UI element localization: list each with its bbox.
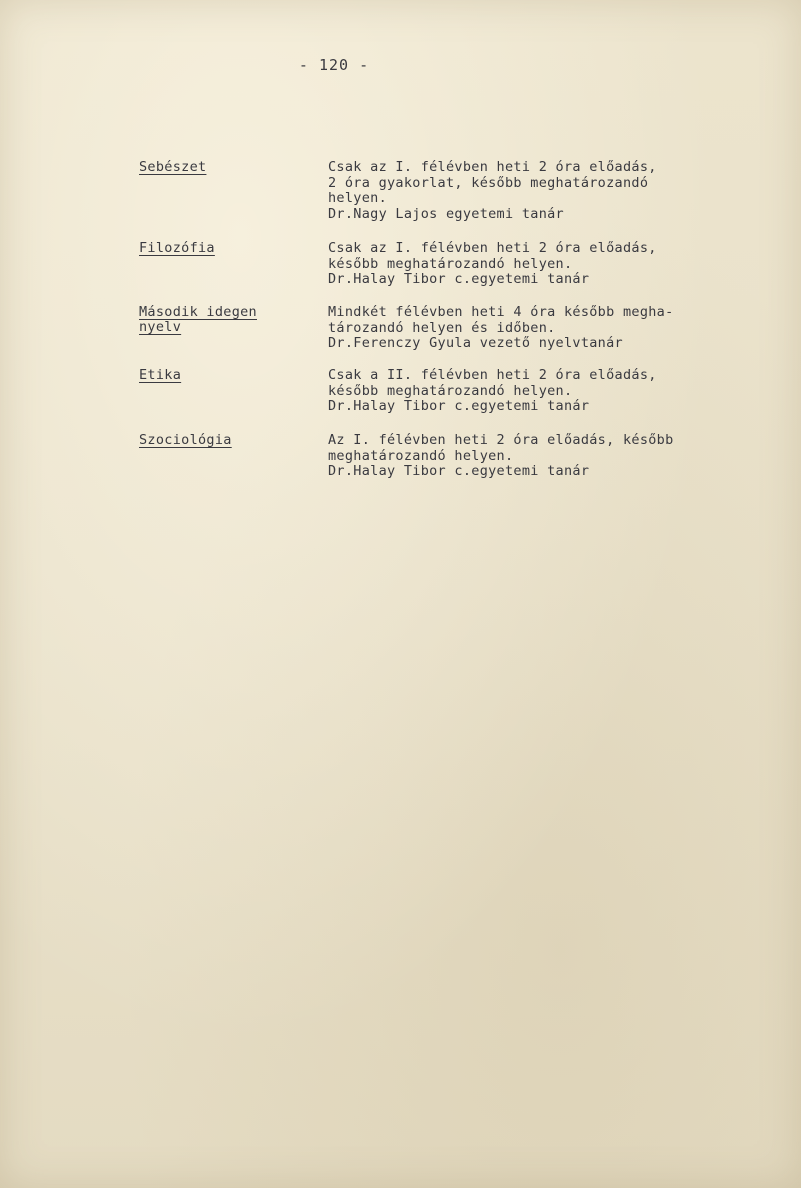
course-detail-line: Az I. félévben heti 2 óra előadás, később <box>328 432 674 448</box>
course-detail-line: Dr.Nagy Lajos egyetemi tanár <box>328 205 564 222</box>
course-detail-line: helyen. <box>328 190 387 206</box>
course-subject-line: Második idegen <box>139 304 257 320</box>
course-detail-line: később meghatározandó helyen. <box>328 255 573 272</box>
course-detail-line: Dr.Halay Tibor c.egyetemi tanár <box>328 398 590 414</box>
course-details <box>328 433 748 480</box>
course-subject: Sebészet <box>139 159 207 175</box>
course-detail-line: később meghatározandó helyen. <box>328 382 573 399</box>
course-subject <box>139 305 289 335</box>
course-detail-line: 2 óra gyakorlat, később meghatározandó <box>328 174 649 191</box>
course-detail-line: Dr.Ferenczy Gyula vezető nyelvtanár <box>328 335 623 351</box>
course-detail-line: Csak a II. félévben heti 2 óra előadás, <box>328 367 657 383</box>
course-detail-line: Csak az I. félévben heti 2 óra előadás, <box>328 240 657 256</box>
course-detail-line: meghatározandó helyen. <box>328 447 514 464</box>
course-detail-line: tározandó helyen és időben. <box>328 319 556 336</box>
course-details <box>328 241 748 288</box>
course-detail-line: Dr.Halay Tibor c.egyetemi tanár <box>328 463 590 479</box>
course-subject: Szociológia <box>139 432 232 448</box>
course-detail-line: Csak az I. félévben heti 2 óra előadás, <box>328 159 657 175</box>
course-detail-line: Dr.Halay Tibor c.egyetemi tanár <box>328 271 590 287</box>
course-subject: Etika <box>139 367 182 383</box>
page-number: - 120 - <box>298 56 370 74</box>
course-details <box>328 305 748 352</box>
course-details <box>328 160 748 222</box>
course-subject: Filozófia <box>139 240 215 256</box>
course-subject-line: nyelv <box>139 319 182 335</box>
course-details <box>328 368 748 415</box>
course-detail-line: Mindkét félévben heti 4 óra később megha- <box>328 304 674 320</box>
